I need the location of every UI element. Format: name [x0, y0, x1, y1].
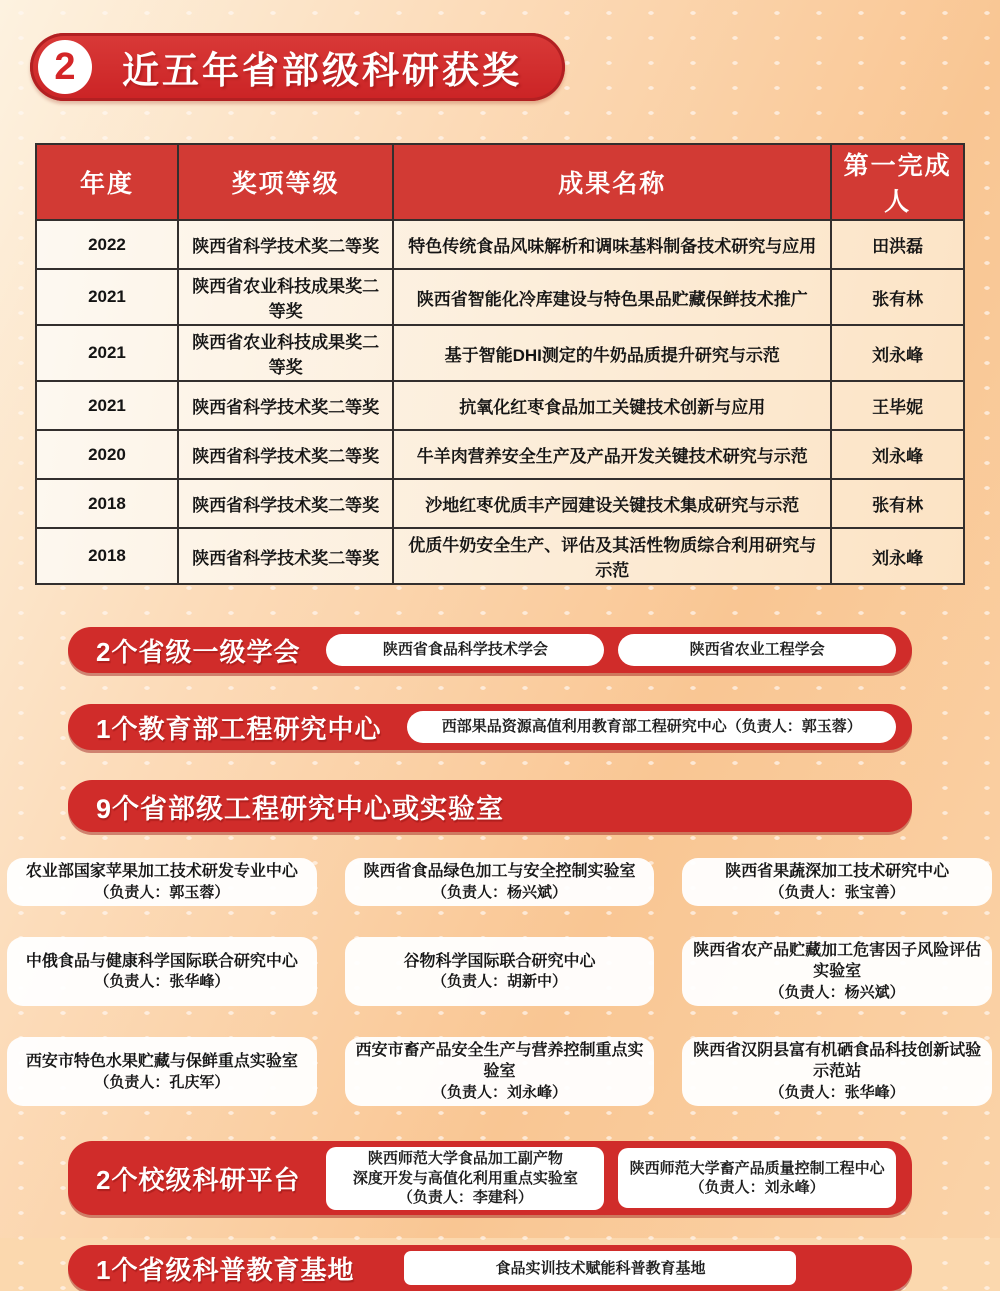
center-leader: （负责人：张宝善） [769, 883, 905, 901]
center-name: 中俄食品与健康科学国际联合研究中心 [25, 952, 298, 970]
cell-award: 陕西省农业科技成果奖二等奖 [178, 269, 393, 325]
center-leader: （负责人：张华峰） [94, 973, 230, 991]
banner-societies [68, 627, 912, 673]
banner-societies-label: 2个省级一级学会 [96, 636, 301, 667]
cell-person: 张有林 [831, 269, 964, 325]
center-leader: （负责人：张华峰） [769, 1083, 905, 1101]
header-award-level: 奖项等级 [178, 144, 393, 220]
cell-person: 刘永峰 [831, 430, 964, 479]
platform-line: （负责人：李建科） [397, 1189, 533, 1207]
cell-achievement: 沙地红枣优质丰产园建设关键技术集成研究与示范 [393, 479, 831, 528]
center-name: 农业部国家苹果加工技术研发专业中心 [25, 863, 298, 880]
banner-science-base [68, 1245, 912, 1291]
center-leader: （负责人：郭玉蓉） [94, 883, 230, 901]
banner-campus-platforms [68, 1141, 912, 1215]
center-card [7, 1037, 317, 1106]
center-name: 陕西省农产品贮藏加工危害因子风险评估实验室 [693, 942, 982, 981]
table-row [36, 528, 964, 584]
section-number-circle [38, 40, 92, 94]
cell-year: 2020 [36, 430, 178, 479]
provincial-centers-grid [7, 858, 992, 1106]
campus-platform-pill [326, 1147, 604, 1210]
center-card [345, 1037, 655, 1106]
banner-science-label: 1个省级科普教育基地 [96, 1254, 355, 1285]
banner-provincial-centers [68, 780, 912, 832]
banner-moe-pills [407, 711, 896, 743]
table-header-row [36, 144, 964, 220]
banner-societies-pills [326, 634, 896, 666]
cell-person: 刘永峰 [831, 325, 964, 381]
campus-platform-pill [618, 1148, 896, 1208]
cell-person: 田洪磊 [831, 220, 964, 269]
section-number: 2 [54, 45, 76, 88]
platform-line: 陕西师范大学畜产品质量控制工程中心 [629, 1159, 885, 1177]
banner-campus-label: 2个校级科研平台 [96, 1164, 301, 1195]
cell-award: 陕西省科学技术奖二等奖 [178, 381, 393, 430]
center-leader: （负责人：刘永峰） [431, 1083, 567, 1101]
cell-person: 王毕妮 [831, 381, 964, 430]
center-card [345, 858, 655, 906]
cell-achievement: 基于智能DHI测定的牛奶品质提升研究与示范 [393, 325, 831, 381]
banner-moe-label: 1个教育部工程研究中心 [96, 713, 382, 744]
banner-science-pills [404, 1251, 796, 1285]
society-pill: 陕西省农业工程学会 [618, 634, 896, 666]
center-leader: （负责人：杨兴斌） [769, 983, 905, 1001]
center-card [682, 1037, 992, 1106]
cell-year: 2021 [36, 381, 178, 430]
cell-award: 陕西省科学技术奖二等奖 [178, 528, 393, 584]
section-badge [30, 33, 565, 101]
center-name: 陕西省食品绿色加工与安全控制实验室 [363, 863, 636, 880]
cell-achievement: 牛羊肉营养安全生产及产品开发关键技术研究与示范 [393, 430, 831, 479]
center-leader: （负责人：孔庆军） [94, 1073, 230, 1091]
banner-campus-pills [326, 1147, 896, 1210]
banner-moe-center [68, 704, 912, 750]
cell-year: 2018 [36, 479, 178, 528]
center-card [345, 937, 655, 1006]
cell-person: 张有林 [831, 479, 964, 528]
cell-award: 陕西省科学技术奖二等奖 [178, 430, 393, 479]
center-leader: （负责人：杨兴斌） [431, 883, 567, 901]
cell-award: 陕西省农业科技成果奖二等奖 [178, 325, 393, 381]
moe-center-pill: 西部果品资源高值利用教育部工程研究中心（负责人：郭玉蓉） [407, 711, 896, 743]
center-leader: （负责人：胡新中） [431, 973, 567, 991]
center-card [7, 937, 317, 1006]
cell-year: 2021 [36, 325, 178, 381]
science-base-pill: 食品实训技术赋能科普教育基地 [404, 1251, 796, 1285]
cell-achievement: 优质牛奶安全生产、评估及其活性物质综合利用研究与示范 [393, 528, 831, 584]
cell-year: 2021 [36, 269, 178, 325]
table-row [36, 479, 964, 528]
center-card [7, 858, 317, 906]
cell-achievement: 陕西省智能化冷库建设与特色果品贮藏保鲜技术推广 [393, 269, 831, 325]
cell-achievement: 特色传统食品风味解析和调味基料制备技术研究与应用 [393, 220, 831, 269]
center-name: 谷物科学国际联合研究中心 [403, 952, 596, 970]
platform-line: （负责人：刘永峰） [689, 1179, 825, 1197]
header-first-person: 第一完成人 [831, 144, 964, 220]
center-card [682, 858, 992, 906]
table-row [36, 269, 964, 325]
page-title: 近五年省部级科研获奖 [122, 50, 522, 91]
table-row [36, 381, 964, 430]
cell-year: 2022 [36, 220, 178, 269]
awards-table [35, 143, 965, 585]
banner-provincial-label: 9个省部级工程研究中心或实验室 [96, 793, 505, 824]
cell-award: 陕西省科学技术奖二等奖 [178, 479, 393, 528]
platform-line: 深度开发与高值化利用重点实验室 [352, 1169, 578, 1187]
center-name: 西安市特色水果贮藏与保鲜重点实验室 [25, 1052, 298, 1070]
center-name: 陕西省汉阴县富有机硒食品科技创新试验示范站 [693, 1042, 982, 1081]
header-achievement: 成果名称 [393, 144, 831, 220]
cell-award: 陕西省科学技术奖二等奖 [178, 220, 393, 269]
cell-person: 刘永峰 [831, 528, 964, 584]
table-row [36, 325, 964, 381]
platform-line: 陕西师范大学食品加工副产物 [367, 1150, 563, 1168]
center-card [682, 937, 992, 1006]
header-year: 年度 [36, 144, 178, 220]
table-row [36, 220, 964, 269]
table-row [36, 430, 964, 479]
society-pill: 陕西省食品科学技术学会 [326, 634, 604, 666]
center-name: 西安市畜产品安全生产与营养控制重点实验室 [355, 1042, 644, 1081]
cell-achievement: 抗氧化红枣食品加工关键技术创新与应用 [393, 381, 831, 430]
cell-year: 2018 [36, 528, 178, 584]
center-name: 陕西省果蔬深加工技术研究中心 [725, 863, 950, 880]
